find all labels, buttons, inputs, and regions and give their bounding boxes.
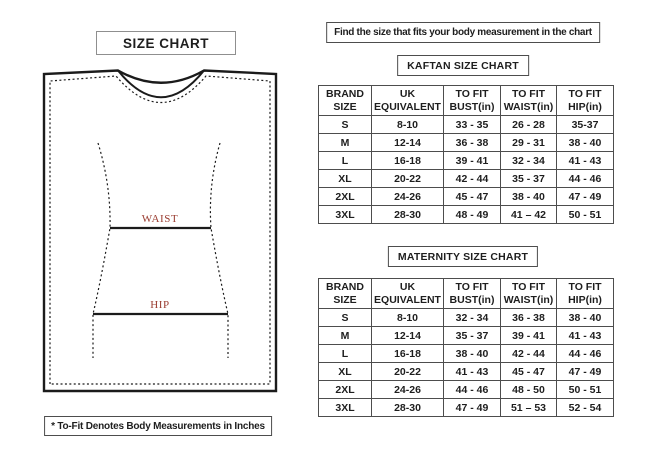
table-cell: 44 - 46 bbox=[444, 381, 501, 399]
table-cell: 32 - 34 bbox=[501, 152, 557, 170]
table-cell: 3XL bbox=[319, 206, 372, 224]
table-cell: 35-37 bbox=[557, 116, 614, 134]
table-cell: 51 – 53 bbox=[501, 399, 557, 417]
table-row bbox=[319, 188, 614, 206]
table-cell: 38 - 40 bbox=[557, 134, 614, 152]
table-cell: 36 - 38 bbox=[501, 309, 557, 327]
table-cell: 24-26 bbox=[372, 188, 444, 206]
table-cell: 16-18 bbox=[372, 345, 444, 363]
column-header: TO FIT BUST(in) bbox=[444, 279, 501, 309]
column-header: TO FIT HIP(in) bbox=[557, 86, 614, 116]
table-cell: 39 - 41 bbox=[501, 327, 557, 345]
table-cell: 38 - 40 bbox=[501, 188, 557, 206]
table-cell: 24-26 bbox=[372, 381, 444, 399]
table-row bbox=[319, 152, 614, 170]
table-cell: 35 - 37 bbox=[501, 170, 557, 188]
table-cell: S bbox=[319, 309, 372, 327]
instruction-banner: Find the size that fits your body measurement in the chart bbox=[326, 22, 600, 43]
column-header: BRAND SIZE bbox=[319, 86, 372, 116]
table-cell: 26 - 28 bbox=[501, 116, 557, 134]
table-cell: 47 - 49 bbox=[557, 188, 614, 206]
table-header-row bbox=[319, 279, 614, 309]
column-header: BRAND SIZE bbox=[319, 279, 372, 309]
table-cell: 2XL bbox=[319, 188, 372, 206]
maternity-size-table bbox=[318, 278, 614, 417]
column-header: TO FIT BUST(in) bbox=[444, 86, 501, 116]
column-header: UK EQUIVALENT bbox=[372, 86, 444, 116]
table-cell: S bbox=[319, 116, 372, 134]
table-cell: 29 - 31 bbox=[501, 134, 557, 152]
table-row bbox=[319, 170, 614, 188]
table-cell: XL bbox=[319, 170, 372, 188]
table-cell: 8-10 bbox=[372, 309, 444, 327]
table-row bbox=[319, 309, 614, 327]
table-cell: 41 – 42 bbox=[501, 206, 557, 224]
table-cell: 42 - 44 bbox=[501, 345, 557, 363]
table-cell: 28-30 bbox=[372, 206, 444, 224]
table-header-row bbox=[319, 86, 614, 116]
table-cell: XL bbox=[319, 363, 372, 381]
table-row bbox=[319, 327, 614, 345]
table-cell: L bbox=[319, 345, 372, 363]
footnote: * To-Fit Denotes Body Measurements in Inches bbox=[44, 416, 272, 436]
table-cell: 38 - 40 bbox=[444, 345, 501, 363]
table-cell: 12-14 bbox=[372, 327, 444, 345]
column-header: TO FIT WAIST(in) bbox=[501, 279, 557, 309]
table-cell: 47 - 49 bbox=[444, 399, 501, 417]
waist-label: WAIST bbox=[141, 213, 179, 225]
table-cell: 38 - 40 bbox=[557, 309, 614, 327]
table-cell: 36 - 38 bbox=[444, 134, 501, 152]
table-cell: 8-10 bbox=[372, 116, 444, 134]
table-row bbox=[319, 206, 614, 224]
column-header: UK EQUIVALENT bbox=[372, 279, 444, 309]
hip-label: HIP bbox=[150, 299, 170, 311]
column-header: TO FIT HIP(in) bbox=[557, 279, 614, 309]
table-cell: 20-22 bbox=[372, 170, 444, 188]
table-cell: 44 - 46 bbox=[557, 170, 614, 188]
kaftan-garment-diagram bbox=[36, 68, 282, 400]
table-cell: 48 - 49 bbox=[444, 206, 501, 224]
table-cell: 16-18 bbox=[372, 152, 444, 170]
table-cell: 2XL bbox=[319, 381, 372, 399]
table-row bbox=[319, 363, 614, 381]
kaftan-size-table bbox=[318, 85, 614, 224]
table-cell: 45 - 47 bbox=[501, 363, 557, 381]
table-cell: 39 - 41 bbox=[444, 152, 501, 170]
table-cell: 45 - 47 bbox=[444, 188, 501, 206]
maternity-chart-title: MATERNITY SIZE CHART bbox=[388, 246, 538, 267]
table-cell: L bbox=[319, 152, 372, 170]
table-cell: M bbox=[319, 134, 372, 152]
page-title: SIZE CHART bbox=[96, 31, 236, 55]
table-cell: 20-22 bbox=[372, 363, 444, 381]
table-row bbox=[319, 116, 614, 134]
table-cell: 41 - 43 bbox=[557, 327, 614, 345]
table-cell: 48 - 50 bbox=[501, 381, 557, 399]
table-cell: 3XL bbox=[319, 399, 372, 417]
table-cell: 52 - 54 bbox=[557, 399, 614, 417]
table-cell: 32 - 34 bbox=[444, 309, 501, 327]
table-row bbox=[319, 134, 614, 152]
table-cell: 35 - 37 bbox=[444, 327, 501, 345]
table-row bbox=[319, 345, 614, 363]
table-cell: 44 - 46 bbox=[557, 345, 614, 363]
table-cell: 50 - 51 bbox=[557, 381, 614, 399]
garment-outline bbox=[44, 71, 276, 392]
table-cell: 41 - 43 bbox=[557, 152, 614, 170]
table-cell: 33 - 35 bbox=[444, 116, 501, 134]
table-cell: 41 - 43 bbox=[444, 363, 501, 381]
table-cell: 50 - 51 bbox=[557, 206, 614, 224]
column-header: TO FIT WAIST(in) bbox=[501, 86, 557, 116]
table-cell: 47 - 49 bbox=[557, 363, 614, 381]
table-cell: 12-14 bbox=[372, 134, 444, 152]
table-row bbox=[319, 399, 614, 417]
table-cell: 42 - 44 bbox=[444, 170, 501, 188]
table-row bbox=[319, 381, 614, 399]
table-cell: 28-30 bbox=[372, 399, 444, 417]
kaftan-chart-title: KAFTAN SIZE CHART bbox=[397, 55, 529, 76]
table-cell: M bbox=[319, 327, 372, 345]
